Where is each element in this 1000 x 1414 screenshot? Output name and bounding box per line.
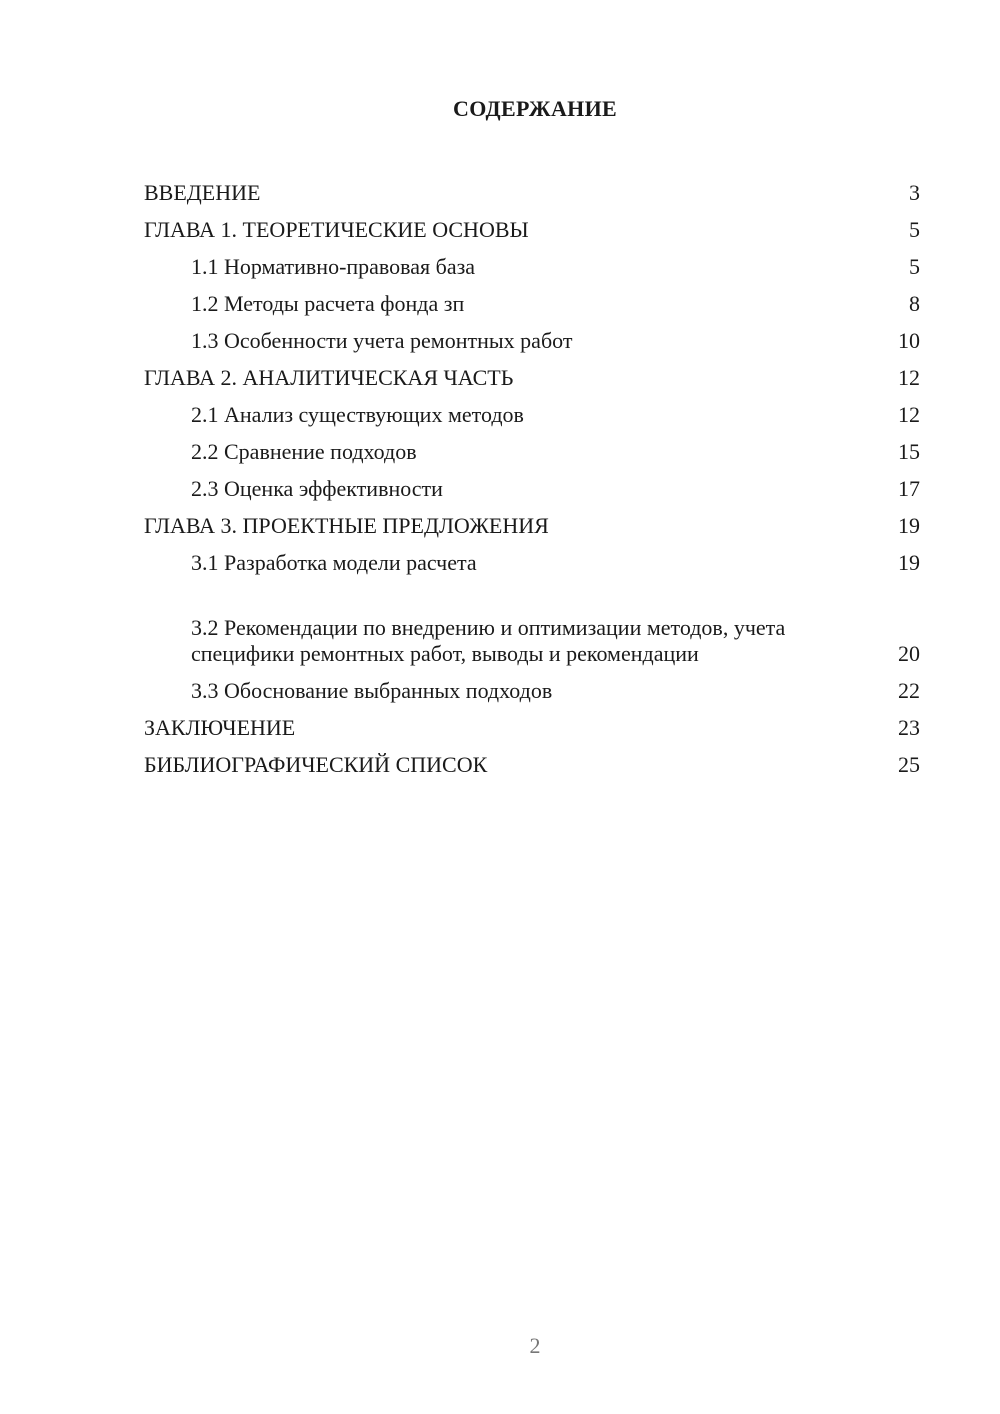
- toc-entry-page: 25: [898, 752, 920, 777]
- toc-entry-page: 20: [898, 641, 920, 666]
- page-number: 2: [529, 1333, 541, 1358]
- toc-entry-title: 3.3 Обоснование выбранных подходов: [191, 678, 553, 703]
- toc-entry-page: 5: [909, 217, 920, 242]
- toc-entry-title: ГЛАВА 2. АНАЛИТИЧЕСКАЯ ЧАСТЬ: [144, 365, 514, 390]
- toc-entry-page: 3: [909, 180, 920, 205]
- toc-entry: [144, 169, 920, 206]
- toc-entry: [144, 354, 920, 391]
- toc-entry-title: ГЛАВА 3. ПРОЕКТНЫЕ ПРЕДЛОЖЕНИЯ: [144, 513, 549, 538]
- toc-entry: [144, 206, 920, 243]
- toc-entry-title: 2.2 Сравнение подходов: [191, 439, 417, 464]
- toc-entry: [144, 741, 920, 778]
- toc-entry-page: 22: [898, 678, 920, 703]
- toc-entry-title: ЗАКЛЮЧЕНИЕ: [144, 715, 296, 740]
- toc-subentry: [144, 243, 920, 280]
- toc-entry-page: 19: [898, 550, 920, 575]
- toc-subentry: [144, 391, 920, 428]
- toc-entry-title: 3.2 Рекомендации по внедрению и оптимизации методов, учета специфики ремонтных работ, выводы и рекомендации: [191, 615, 786, 666]
- toc-entry-title: 3.1 Разработка модели расчета: [191, 550, 477, 575]
- toc-subentry: [144, 576, 920, 667]
- toc-entry-page: 19: [898, 513, 920, 538]
- toc-entry-page: 12: [898, 365, 920, 390]
- toc-entry-title: 1.2 Методы расчета фонда зп: [191, 291, 465, 316]
- toc-entry-page: 23: [898, 715, 920, 740]
- toc-entry-title: 2.3 Оценка эффективности: [191, 476, 443, 501]
- toc-subentry: [144, 280, 920, 317]
- toc-entry: [144, 704, 920, 741]
- page-title: СОДЕРЖАНИЕ: [453, 96, 617, 121]
- toc-entry-page: 8: [909, 291, 920, 316]
- toc-entry-page: 15: [898, 439, 920, 464]
- table-of-contents: [144, 169, 920, 778]
- toc-entry-title: БИБЛИОГРАФИЧЕСКИЙ СПИСОК: [144, 752, 488, 777]
- toc-entry-page: 10: [898, 328, 920, 353]
- toc-entry: [144, 502, 920, 539]
- toc-entry-page: 5: [909, 254, 920, 279]
- toc-subentry: [144, 317, 920, 354]
- toc-subentry: [144, 667, 920, 704]
- toc-entry-title: ВВЕДЕНИЕ: [144, 180, 261, 205]
- toc-entry-page: 17: [898, 476, 920, 501]
- toc-entry-page: 12: [898, 402, 920, 427]
- toc-subentry: [144, 428, 920, 465]
- toc-entry-title: ГЛАВА 1. ТЕОРЕТИЧЕСКИЕ ОСНОВЫ: [144, 217, 529, 242]
- toc-subentry: [144, 539, 920, 576]
- toc-entry-title: 2.1 Анализ существующих методов: [191, 402, 524, 427]
- toc-entry-title: 1.3 Особенности учета ремонтных работ: [191, 328, 573, 353]
- toc-entry-title: 1.1 Нормативно-правовая база: [191, 254, 476, 279]
- toc-subentry: [144, 465, 920, 502]
